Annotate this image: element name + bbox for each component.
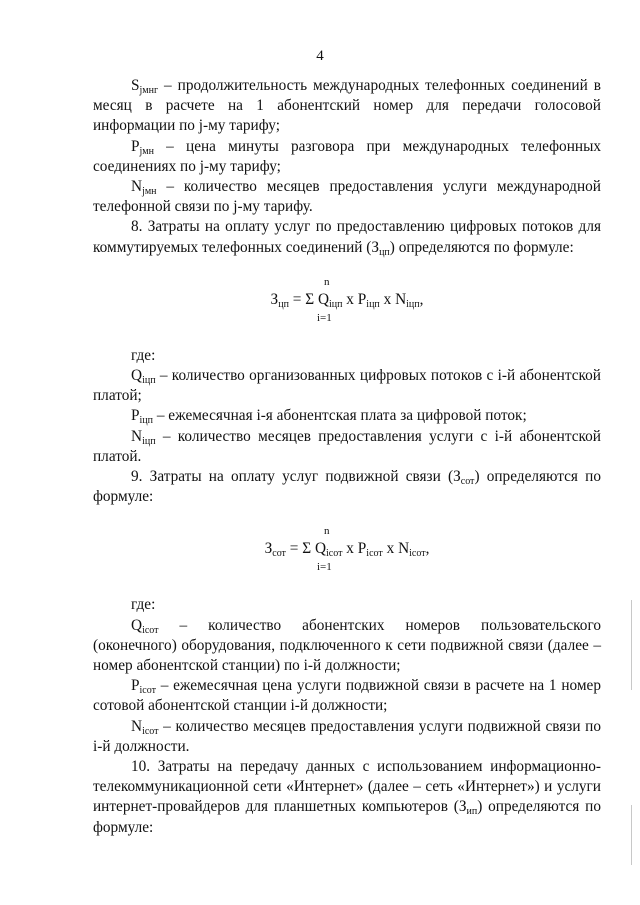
- section-10-paragraph: 10. Затраты на передачу данных с использованием информационно-телекоммуникационной сети «Интернет» (далее – сеть «Интернет») и услуги интернет-провайдеров для планшетных компьютеров $(З_{ип})$ определяются по формуле:: [93, 758, 601, 836]
- formula-mobile-services: [93, 507, 601, 587]
- definition-n-icp: $N_{iцп}$ – количество месяцев предоставления услуги с i-й абонентской платой.: [93, 427, 601, 465]
- page-number: 4: [316, 48, 324, 64]
- definition-q-isot: $Q_{iсот}$ – количество абонентских номеров пользовательского (оконечного) оборудования, подключенного к сети подвижной связи (далее – номер абонентской станции) по i-й должности;: [93, 616, 601, 675]
- scan-artifact: [631, 805, 632, 865]
- definition-n-jmn: $N_{jмн}$ – количество месяцев предоставления услуги международной телефонной связи по j-му тарифу.: [93, 178, 601, 216]
- where-label: где:: [131, 346, 156, 364]
- sum-lower-limit: i=1: [317, 561, 332, 574]
- formula-expression: $З_{цп} = \Sigma$ $Q_{iцп}$ x $P_{iцп}$ x $N_{iцп}$,: [270, 290, 424, 310]
- sum-lower-limit: i=1: [317, 311, 332, 324]
- sum-upper-limit: n: [324, 275, 330, 288]
- definition-p-jmn: $P_{jмн}$ – цена минуты разговора при международных телефонных соединениях по j-му тарифу;: [93, 137, 601, 175]
- sum-upper-limit: n: [324, 525, 330, 538]
- definition-s-jmng: $S_{jмнг}$ – продолжительность международных телефонных соединений в месяц в расчете на 1 абонентский номер для передачи голосовой информации по j-му тарифу;: [93, 77, 601, 135]
- definition-p-isot: $P_{iсот}$ – ежемесячная цена услуги подвижной связи в расчете на 1 номер сотовой абонентской станции i-й должности;: [93, 677, 601, 715]
- definition-q-icp: $Q_{iцп}$ – количество организованных цифровых потоков с i-й абонентской платой;: [93, 367, 601, 405]
- section-8-paragraph: 8. Затраты на оплату услуг по предоставлению цифровых потоков для коммутируемых телефонных соединений $(З_{цп})$ определяются по формуле:: [93, 218, 601, 258]
- definition-p-icp: $P_{iцп}$ – ежемесячная i-я абонентская плата за цифровой поток;: [131, 407, 527, 427]
- definition-n-isot: $N_{iсот}$ – количество месяцев предоставления услуги подвижной связи по i-й должности.: [93, 717, 601, 755]
- where-label: где:: [131, 596, 156, 614]
- formula-expression: $З_{сот} = \Sigma$ $Q_{iсот}$ x $P_{iсот}$ x $N_{iсот}$,: [264, 540, 430, 560]
- section-9-paragraph: 9. Затраты на оплату услуг подвижной связи $(З_{сот})$ определяются по формуле:: [93, 468, 601, 506]
- scan-artifact: [631, 600, 632, 690]
- formula-digital-streams: [93, 258, 601, 338]
- document-body: [93, 76, 601, 838]
